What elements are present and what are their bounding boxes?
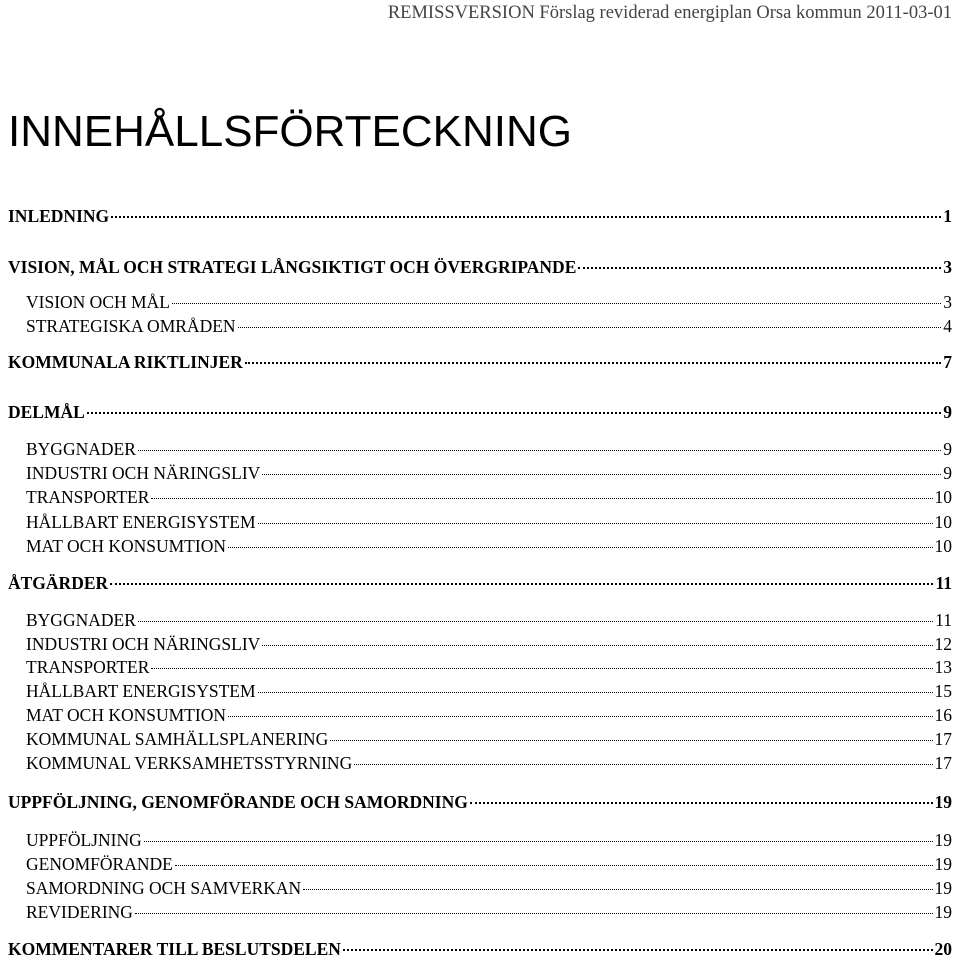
dot-leader: [258, 692, 933, 693]
dot-leader: [245, 362, 941, 364]
toc-entry[interactable]: [8, 401, 952, 423]
toc-entry-label: REVIDERING: [26, 902, 133, 922]
page-title: INNEHÅLLSFÖRTECKNING: [8, 107, 572, 156]
dot-leader: [111, 216, 941, 218]
toc-entry-page: 10: [934, 512, 952, 532]
toc-entry[interactable]: [26, 704, 952, 726]
toc-entry-page: 19: [934, 830, 952, 850]
toc-entry[interactable]: [26, 829, 952, 851]
toc-entry-label: KOMMUNAL VERKSAMHETSSTYRNING: [26, 753, 353, 773]
toc-entry[interactable]: [26, 511, 952, 533]
toc-entry-page: 20: [934, 939, 952, 959]
dot-leader: [138, 450, 941, 451]
toc-entry[interactable]: [26, 901, 952, 923]
toc-entry-page: 15: [934, 681, 952, 701]
toc-entry-label: HÅLLBART ENERGISYSTEM: [26, 681, 256, 701]
toc-entry-label: INDUSTRI OCH NÄRINGSLIV: [26, 463, 261, 483]
dot-leader: [151, 668, 932, 669]
toc-entry-page: 3: [943, 257, 952, 277]
dot-leader: [330, 740, 932, 741]
toc-entry[interactable]: [26, 728, 952, 750]
toc-entry-label: UPPFÖLJNING, GENOMFÖRANDE OCH SAMORDNING: [8, 792, 468, 812]
toc-entry[interactable]: [26, 656, 952, 678]
toc-entry[interactable]: [26, 462, 952, 484]
dot-leader: [470, 802, 933, 804]
toc-entry[interactable]: [26, 609, 952, 631]
dot-leader: [172, 303, 941, 304]
dot-leader: [228, 547, 933, 548]
toc-entry[interactable]: [8, 205, 952, 227]
toc-entry-page: 16: [934, 705, 952, 725]
toc-entry[interactable]: [8, 572, 952, 594]
toc-entry-label: DELMÅL: [8, 402, 85, 422]
dot-leader: [110, 583, 933, 585]
toc-entry-label: INDUSTRI OCH NÄRINGSLIV: [26, 634, 261, 654]
dot-leader: [135, 913, 933, 914]
toc-entry-page: 19: [934, 792, 952, 812]
toc-entry[interactable]: [8, 938, 952, 960]
toc-entry-label: ÅTGÄRDER: [8, 573, 109, 593]
toc-entry-label: KOMMUNAL SAMHÄLLSPLANERING: [26, 729, 329, 749]
toc-entry[interactable]: [26, 486, 952, 508]
toc-entry-label: GENOMFÖRANDE: [26, 854, 173, 874]
toc-entry[interactable]: [8, 791, 952, 813]
toc-entry-page: 19: [934, 878, 952, 898]
toc-entry-page: 12: [934, 634, 952, 654]
dot-leader: [262, 474, 941, 475]
toc-entry-label: VISION OCH MÅL: [26, 292, 170, 312]
toc-entry-page: 17: [934, 729, 952, 749]
toc-entry[interactable]: [26, 291, 952, 313]
dot-leader: [175, 865, 933, 866]
toc-entry-page: 11: [935, 610, 952, 630]
toc-entry[interactable]: [26, 315, 952, 337]
toc-entry[interactable]: [26, 633, 952, 655]
toc-entry[interactable]: [8, 256, 952, 278]
dot-leader: [578, 267, 941, 269]
toc-entry-page: 3: [943, 292, 952, 312]
dot-leader: [151, 498, 932, 499]
toc-entry-label: VISION, MÅL OCH STRATEGI LÅNGSIKTIGT OCH ÖVERGRIPANDE: [8, 257, 577, 277]
toc-entry-page: 4: [943, 316, 952, 336]
toc-entry-label: TRANSPORTER: [26, 487, 150, 507]
toc-entry-label: KOMMENTARER TILL BESLUTSDELEN: [8, 939, 341, 959]
toc-entry[interactable]: [26, 680, 952, 702]
toc-entry-label: MAT OCH KONSUMTION: [26, 536, 226, 556]
toc-entry[interactable]: [26, 535, 952, 557]
toc-entry-label: TRANSPORTER: [26, 657, 150, 677]
toc-entry-page: 19: [934, 854, 952, 874]
toc-entry-label: INLEDNING: [8, 206, 110, 226]
dot-leader: [87, 412, 941, 414]
toc-entry-label: BYGGNADER: [26, 610, 136, 630]
toc-entry-label: MAT OCH KONSUMTION: [26, 705, 226, 725]
toc-entry-page: 7: [943, 352, 952, 372]
toc-entry-label: UPPFÖLJNING: [26, 830, 142, 850]
document-header: REMISSVERSION Förslag reviderad energiplan Orsa kommun 2011-03-01: [387, 3, 952, 23]
toc-entry-page: 17: [934, 753, 952, 773]
toc-entry-page: 9: [943, 439, 952, 459]
toc-entry-page: 9: [943, 463, 952, 483]
toc-entry-page: 13: [934, 657, 952, 677]
toc-entry[interactable]: [8, 351, 952, 373]
toc-entry[interactable]: [26, 877, 952, 899]
dot-leader: [343, 949, 933, 951]
toc-entry-label: SAMORDNING OCH SAMVERKAN: [26, 878, 302, 898]
toc-entry-page: 1: [943, 206, 952, 226]
dot-leader: [238, 327, 942, 328]
toc-entry-page: 11: [935, 573, 952, 593]
dot-leader: [303, 889, 932, 890]
toc-entry[interactable]: [26, 438, 952, 460]
toc-entry-page: 19: [934, 902, 952, 922]
toc-entry-label: HÅLLBART ENERGISYSTEM: [26, 512, 256, 532]
toc-entry-label: STRATEGISKA OMRÅDEN: [26, 316, 236, 336]
dot-leader: [138, 621, 933, 622]
dot-leader: [354, 764, 932, 765]
toc-entry-page: 9: [943, 402, 952, 422]
dot-leader: [262, 645, 932, 646]
dot-leader: [228, 716, 933, 717]
toc-entry-label: KOMMUNALA RIKTLINJER: [8, 352, 243, 372]
toc-entry-page: 10: [934, 536, 952, 556]
toc-entry-page: 10: [934, 487, 952, 507]
dot-leader: [258, 523, 933, 524]
toc-entry[interactable]: [26, 853, 952, 875]
toc-entry-label: BYGGNADER: [26, 439, 136, 459]
dot-leader: [144, 841, 933, 842]
toc-entry[interactable]: [26, 752, 952, 774]
